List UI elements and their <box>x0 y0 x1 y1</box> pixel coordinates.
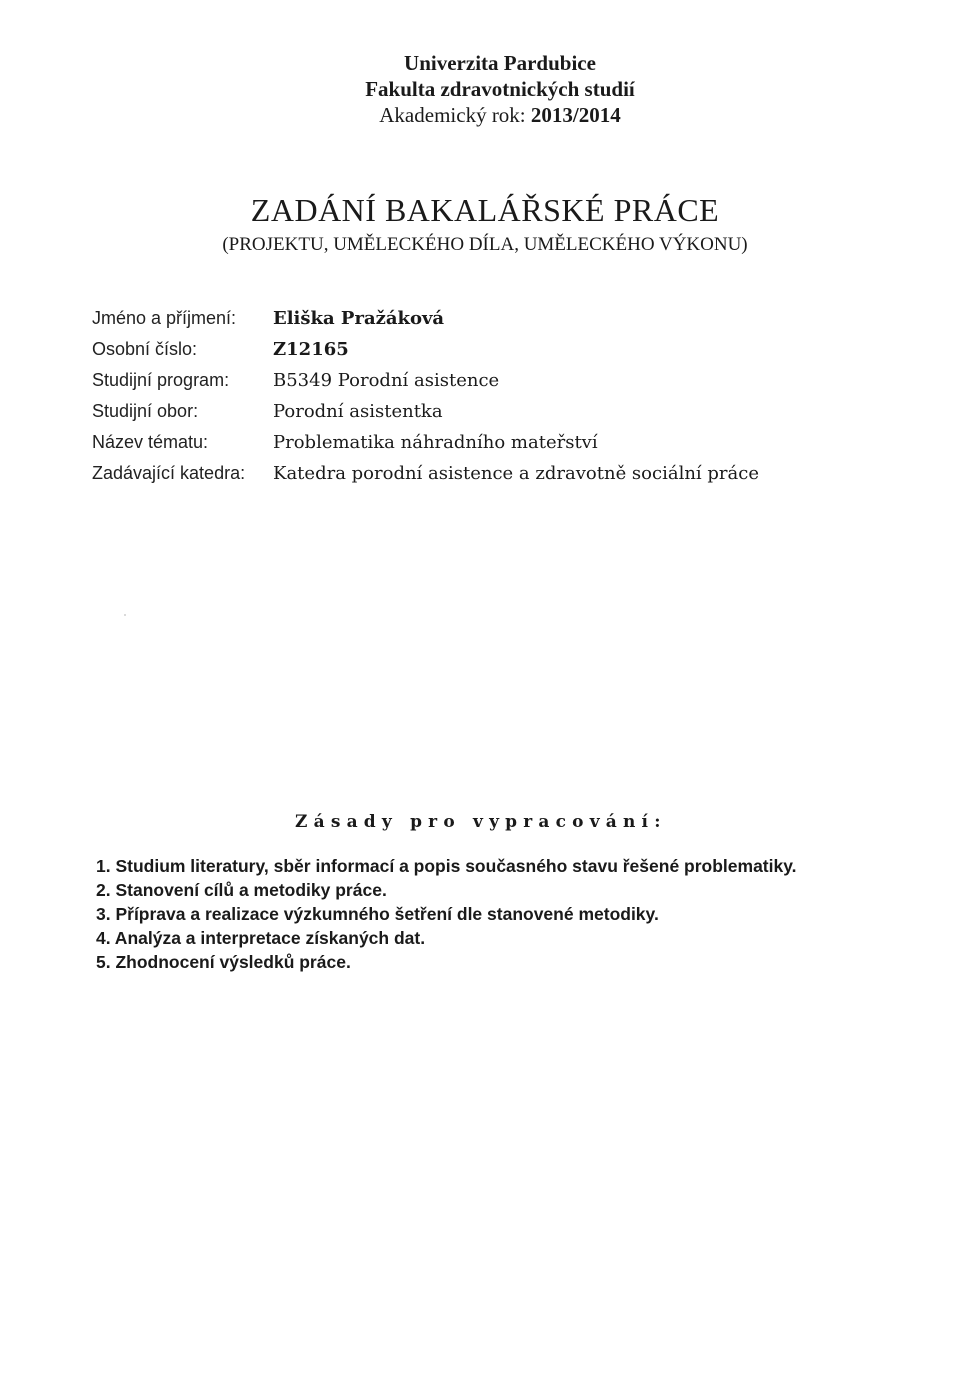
student-info <box>92 308 759 494</box>
faculty-name: Fakulta zdravotnických studií <box>365 77 635 101</box>
info-row-study-field <box>92 401 759 432</box>
academic-year-value: 2013/2014 <box>530 103 621 127</box>
info-label: Název tématu: <box>92 432 209 452</box>
principles-list <box>96 854 797 974</box>
info-value-study-field: Porodní asistentka <box>273 401 443 422</box>
list-item: 3. Příprava a realizace výzkumného šetření dle stanovené metodiky. <box>96 904 659 924</box>
title-block <box>0 190 960 258</box>
info-row-department <box>92 463 759 494</box>
info-value-personal-number: Z12165 <box>273 339 349 360</box>
list-item: 4. Analýza a interpretace získaných dat. <box>96 928 426 948</box>
document-title: ZADÁNÍ BAKALÁŘSKÉ PRÁCE <box>250 192 720 228</box>
info-value-topic: Problematika náhradního mateřství <box>273 432 598 453</box>
info-label: Studijní obor: <box>92 401 199 421</box>
university-name: Univerzita Pardubice <box>404 51 596 75</box>
list-item: 5. Zhodnocení výsledků práce. <box>96 952 351 972</box>
info-row-name <box>92 308 759 339</box>
info-value-name: Eliška Pražáková <box>273 308 445 329</box>
scan-speck <box>124 614 126 616</box>
academic-year-label: Akademický rok: <box>379 103 526 127</box>
info-value-department: Katedra porodní asistence a zdravotně sociální práce <box>273 463 759 484</box>
info-label: Zadávající katedra: <box>92 463 246 483</box>
document-header <box>0 50 960 128</box>
info-row-study-program <box>92 370 759 401</box>
info-label: Jméno a příjmení: <box>92 308 237 328</box>
info-value-study-program: B5349 Porodní asistence <box>273 370 500 391</box>
principles-heading: Zásady pro vypracování: <box>295 812 667 832</box>
academic-year <box>0 102 960 128</box>
list-item: 2. Stanovení cílů a metodiky práce. <box>96 880 387 900</box>
document-subtitle: (PROJEKTU, UMĚLECKÉHO DÍLA, UMĚLECKÉHO VÝKONU) <box>222 234 748 255</box>
info-label: Osobní číslo: <box>92 339 198 359</box>
info-row-topic <box>92 432 759 463</box>
info-label: Studijní program: <box>92 370 230 390</box>
list-item: 1. Studium literatury, sběr informací a popis současného stavu řešené problematiky. <box>96 856 797 876</box>
info-row-personal-number <box>92 339 759 370</box>
